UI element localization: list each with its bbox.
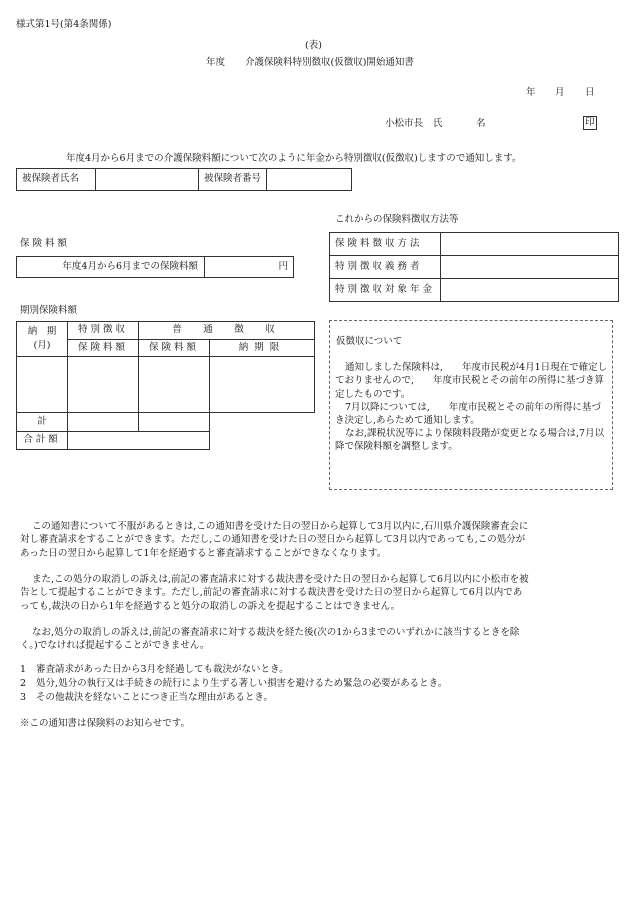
form-number: 様式第1号(第4条関係) (16, 19, 112, 30)
subtotal-normal (139, 413, 210, 432)
title-year: 年度 (206, 57, 226, 68)
periodic-table (16, 321, 315, 450)
legal-item-number: 1 (20, 664, 27, 675)
method-label-3: 特別徴収対象年金 (330, 279, 441, 302)
legal-item-text: 処分,処分の執行又は手続きの続行により生ずる著しい損害を避けるため緊急の必要があるとき。 (36, 678, 448, 689)
page-title: 介護保険料特別徴収(仮徴収)開始通知書 (245, 57, 414, 68)
premium-section-label: 保険料額 (20, 238, 71, 249)
col-normal: 普 通 徴 収 (139, 322, 315, 340)
total-blank (210, 432, 315, 450)
issuer-name-1: 氏 (433, 118, 443, 129)
legal-item-text: 審査請求があった日から3月を経過しても裁決がないとき。 (36, 664, 289, 675)
date-day: 日 (585, 87, 595, 98)
issuer-name-2: 名 (476, 118, 486, 129)
intro-text: 年度4月から6月までの介護保険料額について次のように年金から特別徴収(仮徴収)しますので通知します。 (66, 153, 522, 164)
premium-table (16, 256, 294, 278)
date-month: 月 (555, 87, 565, 98)
col-period (17, 322, 68, 357)
col-period-line2: (月) (33, 340, 51, 351)
insured-name-value (96, 169, 199, 191)
col-period-line1: 納 期 (27, 326, 57, 337)
legal-item-1 (20, 664, 289, 676)
insured-table (16, 168, 352, 191)
subtotal-blank (210, 413, 315, 432)
legal-item-number: 3 (20, 692, 27, 703)
method-label-2: 特別徴収義務者 (330, 256, 441, 279)
legal-paragraph-3: なお,処分の取消しの訴えは,前記の審査請求に対する裁決を経た後(次の1から3までのいずれかに該当するときを除く。)でなければ提起することができません。 (20, 627, 520, 652)
legal-item-3 (20, 692, 273, 704)
special-amount-cell (68, 357, 139, 413)
insured-name-label: 被保険者氏名 (17, 169, 96, 191)
date-year: 年 (526, 87, 536, 98)
col-special-sub: 保険料額 (68, 340, 139, 357)
method-value-2 (441, 256, 619, 279)
due-date-cell (210, 357, 315, 413)
premium-unit: 円 (278, 260, 288, 272)
method-table (329, 232, 619, 302)
col-special: 特別徴収 (68, 322, 139, 340)
seal-mark: 印 (585, 117, 595, 128)
legal-item-2 (20, 678, 447, 690)
total-value (68, 432, 210, 450)
col-normal-sub2: 納期限 (210, 340, 315, 357)
legal-item-number: 2 (20, 678, 27, 689)
legal-item-text: その他裁決を経ないことにつき正当な理由があるとき。 (36, 692, 273, 703)
footnote: ※この通知書は保険料のお知らせです。 (20, 718, 190, 729)
provisional-notice-box (329, 320, 613, 490)
side-label: (表) (305, 40, 322, 51)
periodic-section-label: 期別保険料額 (20, 305, 78, 316)
issuer: 小松市長 (385, 118, 424, 129)
subtotal-label: 計 (17, 413, 68, 432)
normal-amount-cell (139, 357, 210, 413)
premium-amount (205, 257, 294, 278)
insured-number-value (267, 169, 352, 191)
notice-paragraph-3: なお,課税状況等により保険料段階が変更となる場合は,7月以降で保険料額を調整します。 (335, 428, 605, 453)
legal-paragraph-1: この通知書について不服があるときは,この通知書を受けた日の翌日から起算して3月以内に,石川県介護保険審査会に対し審査請求をすることができます。ただし,この通知書を受けた日の翌日から起算して3月以内であっても,この処分があった日の翌日から起算して1年を経過すると審査請求することができなくなります。 (20, 521, 529, 559)
method-label-1: 保険料徴収方法 (330, 233, 441, 256)
premium-row-label: 年度4月から6月までの保険料額 (17, 257, 205, 278)
insured-number-label: 被保険者番号 (199, 169, 267, 191)
notice-paragraph-2: 7月以降については, 年度市民税とその前年の所得に基づき決定し,あらためて通知します。 (335, 402, 601, 427)
notice-title: 仮徴収について (336, 336, 403, 347)
seal-box (583, 116, 597, 130)
method-value-1 (441, 233, 619, 256)
method-value-3 (441, 279, 619, 302)
subtotal-special (68, 413, 139, 432)
period-cell (17, 357, 68, 413)
legal-paragraph-2: また,この処分の取消しの訴えは,前記の審査請求に対する裁決書を受けた日の翌日から起算して6月以内に小松市を被告として提起することができます。ただし,前記の審査請求に対する裁決書を受けた日の翌日から起算して6月以内であっても,裁決の日から1年を経過すると処分の取消しの訴えを提起することはできません。 (20, 574, 529, 612)
notice-paragraph-1: 通知しました保険料は, 年度市民税が4月1日現在で確定しておりませんので, 年度市民税とその前年の所得に基づき算定したものです。 (335, 362, 608, 400)
method-section-label: これからの保険料徴収方法等 (335, 214, 459, 225)
col-normal-sub1: 保険料額 (139, 340, 210, 357)
total-label: 合計額 (17, 432, 68, 450)
